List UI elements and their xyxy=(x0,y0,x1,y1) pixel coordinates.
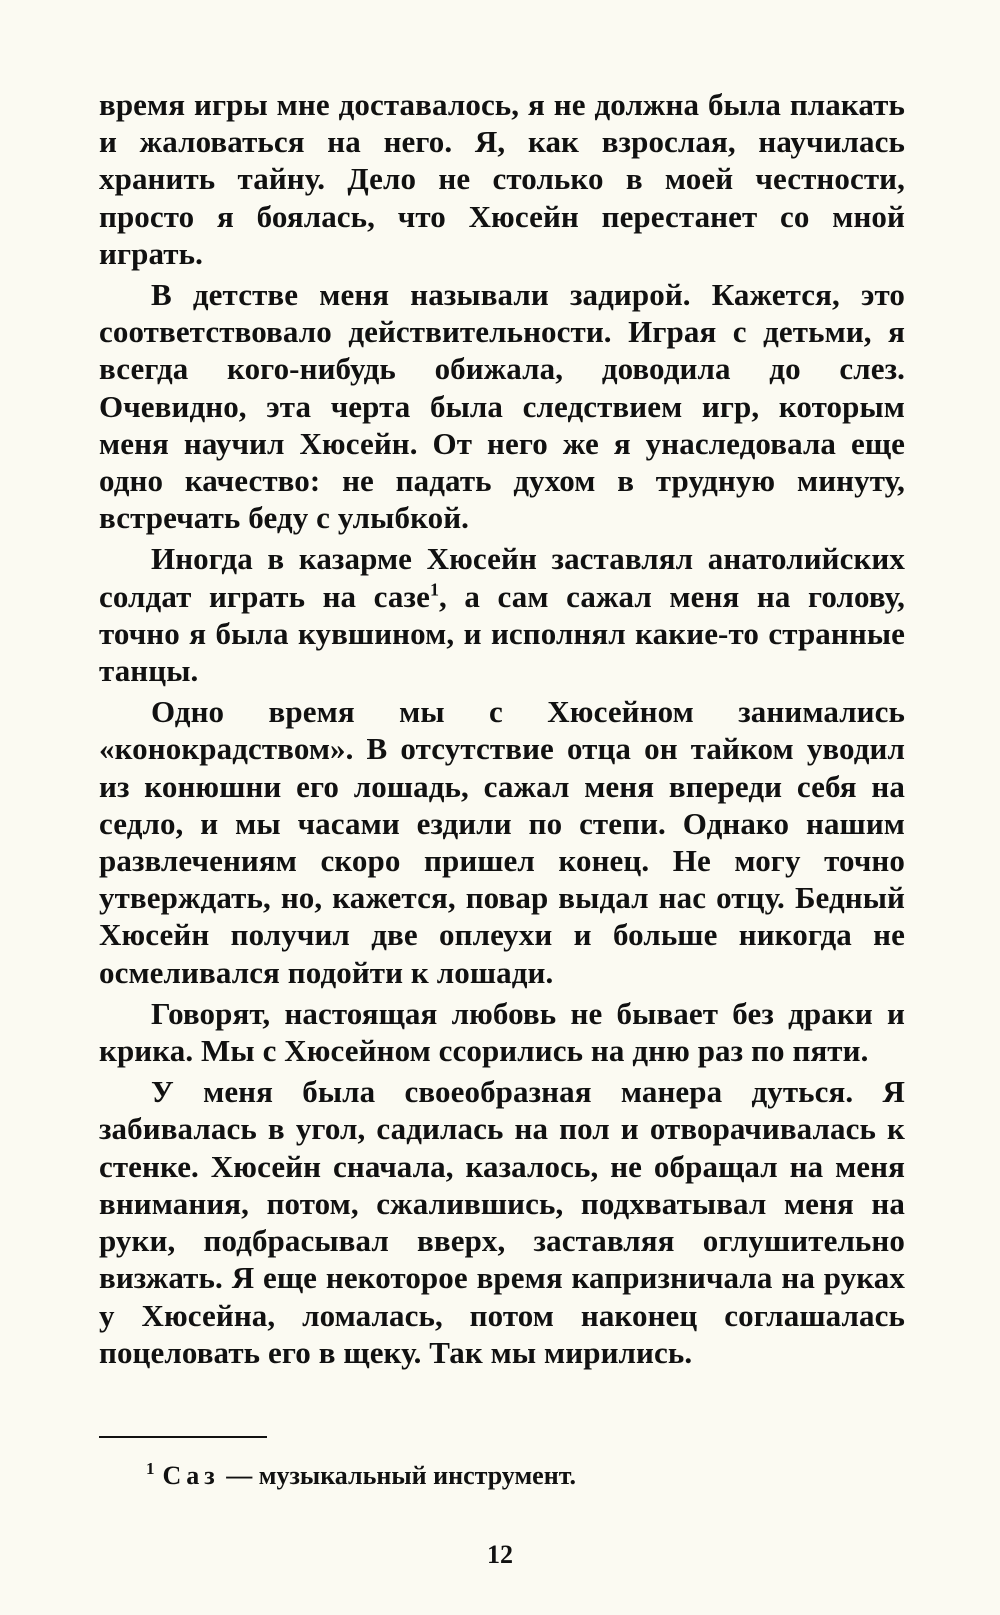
footnote-term: Саз xyxy=(162,1461,220,1490)
paragraph-text: , а сам сажал меня на голову, точно я была кувшином, и исполнял какие-то странные танцы. xyxy=(99,578,905,689)
paragraph-with-footnote xyxy=(99,540,905,689)
footnote-reference: 1 xyxy=(429,579,440,600)
paragraph: В детстве меня называли задирой. Кажется, это соответствовало действительности. Играя с детьми, я всегда кого-нибудь обижала, доводила до слез. Очевидно, эта черта была следствием игр, которым меня научил Хюсейн. От него же я унаследовала еще одно качество: не падать духом в трудную минуту, встречать беду с улыбкой. xyxy=(99,277,905,536)
footnote-divider xyxy=(99,1436,267,1438)
paragraph-continued: время игры мне доставалось, я не должна была плакать и жаловаться на него. Я, как взрослая, научилась хранить тайну. Дело не столько в моей честности, просто я боялась, что Хюсейн перестанет со мной играть. xyxy=(99,87,905,271)
paragraph: Говорят, настоящая любовь не бывает без драки и крика. Мы с Хюсейном ссорились на дню раз по пяти. xyxy=(99,995,905,1069)
footnote-mark: 1 xyxy=(146,1459,155,1479)
paragraph: У меня была своеобразная манера дуться. Я забивалась в угол, садилась на пол и отворачивалась к стенке. Хюсейн сначала, казалось, не обращал на меня внимания, потом, сжалившись, подхватывал меня на руки, подбрасывал вверх, заставляя оглушительно визжать. Я еще некоторое время капризничала на руках у Хюсейна, ломалась, потом наконец соглашалась поцеловать его в щеку. Так мы мирились. xyxy=(99,1074,905,1370)
page-number: 12 xyxy=(487,1540,513,1569)
footnote-text: — музыкальный инструмент. xyxy=(219,1461,577,1490)
paragraph-text: Иногда в казарме Хюсейн заставлял анатолийских солдат играть на сазе xyxy=(99,541,905,614)
paragraph: Одно время мы с Хюсейном занимались «конокрадством». В отсутствие отца он тайком уводил из конюшни его лошадь, сажал меня впереди себя на седло, и мы часами ездили по степи. Однако нашим развлечениям скоро пришел конец. Не могу точно утверждать, но, кажется, повар выдал нас отцу. Бедный Хюсейн получил две оплеухи и больше никогда не осмеливался подойти к лошади. xyxy=(99,694,905,990)
footnote xyxy=(146,1460,846,1492)
body-text xyxy=(99,86,905,1375)
